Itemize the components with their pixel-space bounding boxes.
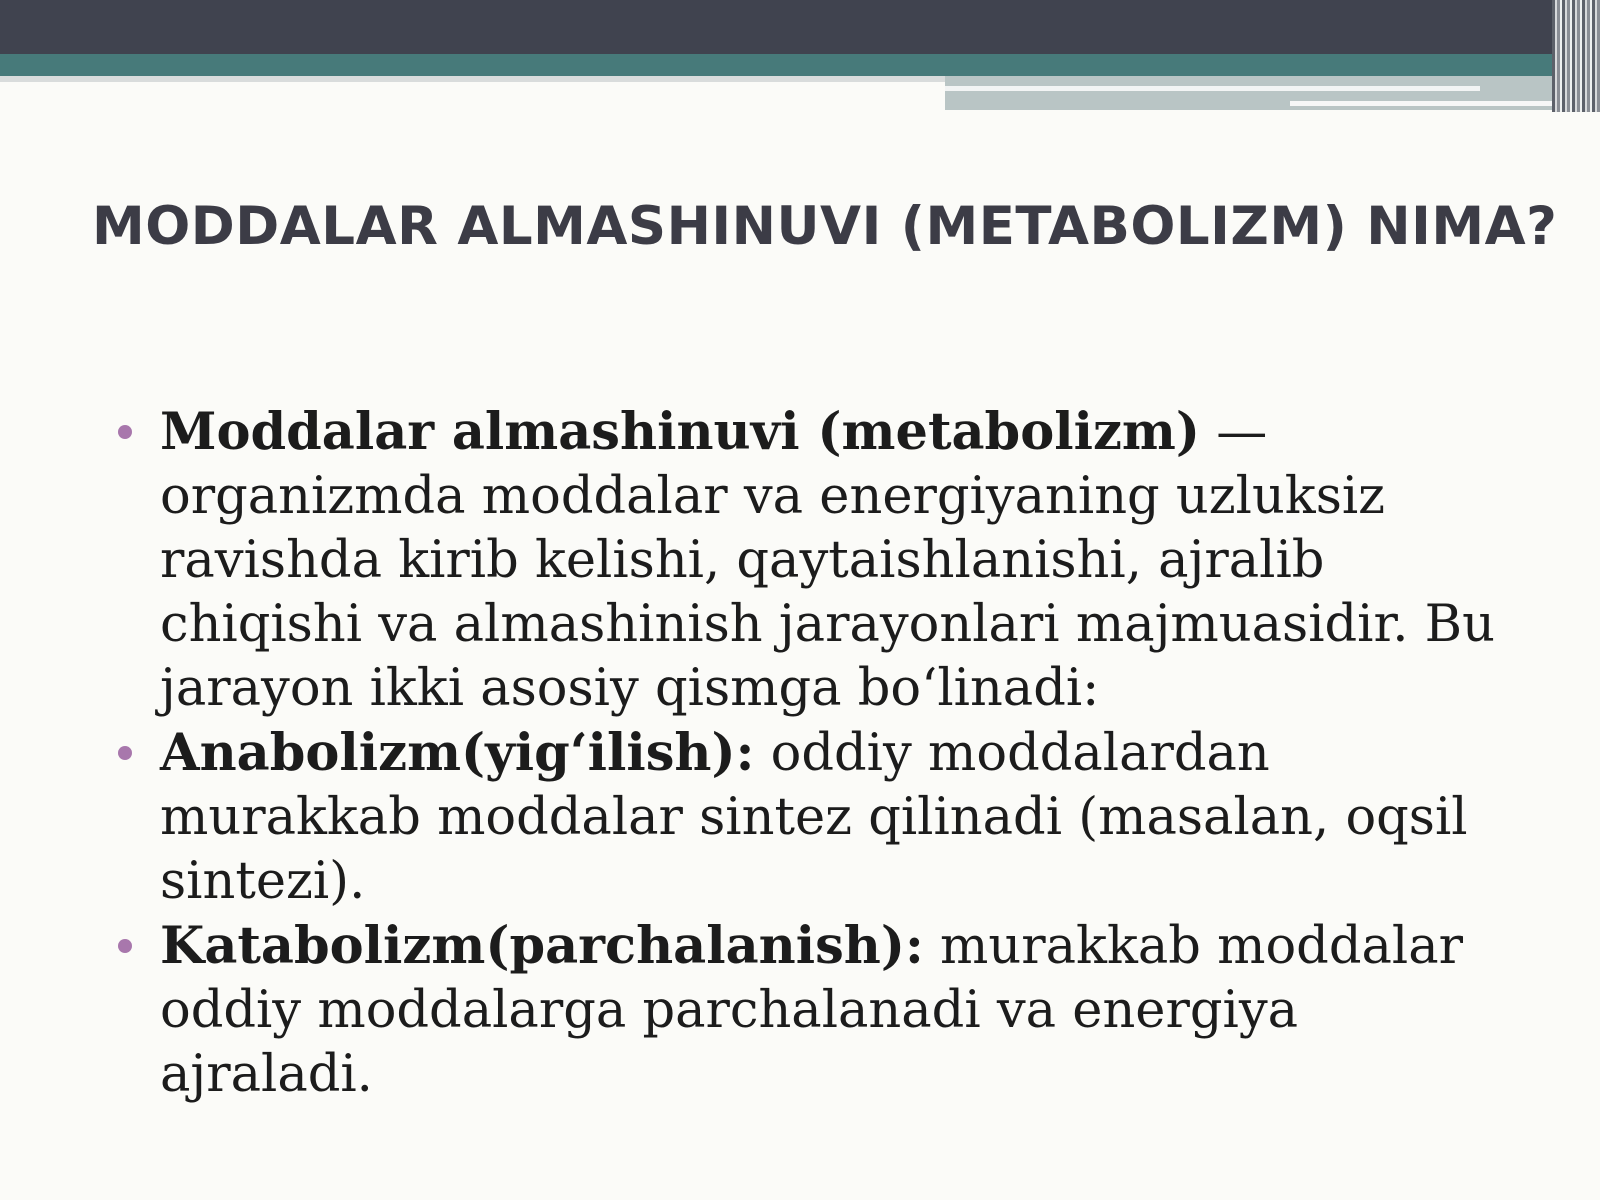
bullet-term: Katabolizm(parchalanish): [160, 916, 924, 976]
decorative-line [945, 86, 1480, 91]
bullet-term: Anabolizm(yig‘ilish): [160, 723, 755, 783]
bullet-term: Moddalar almashinuvi (metabolizm) [160, 402, 1201, 462]
accent-band [0, 54, 1600, 76]
bullet-icon [118, 746, 132, 760]
bullet-list [114, 400, 1514, 1107]
bullet-icon [118, 425, 132, 439]
decorative-stripes [1552, 0, 1600, 112]
bullet-item [114, 721, 1514, 914]
bullet-item [114, 914, 1514, 1107]
bullet-icon [118, 939, 132, 953]
decorative-line [1290, 101, 1565, 106]
bullet-text: murakkab moddalar oddiy moddalarga parchalanadi va energiya ajraladi. [160, 917, 1463, 1104]
header-band [0, 0, 1600, 54]
accent-shadow [0, 76, 945, 82]
slide-title: MODDALAR ALMASHINUVI (METABOLIZM) NIMA? [92, 196, 1558, 257]
bullet-item [114, 400, 1514, 721]
bullet-text: oddiy moddalardan murakkab moddalar sintez qilinadi (masalan, oqsil sintezi). [160, 724, 1468, 911]
bullet-text: — organizmda moddalar va energiyaning uzluksiz ravishda kirib kelishi, qaytaishlanishi, ajralib chiqishi va almashinish jarayonlari majmuasidir. Bu jarayon ikki asosiy qismga bo‘linadi: [160, 403, 1495, 718]
